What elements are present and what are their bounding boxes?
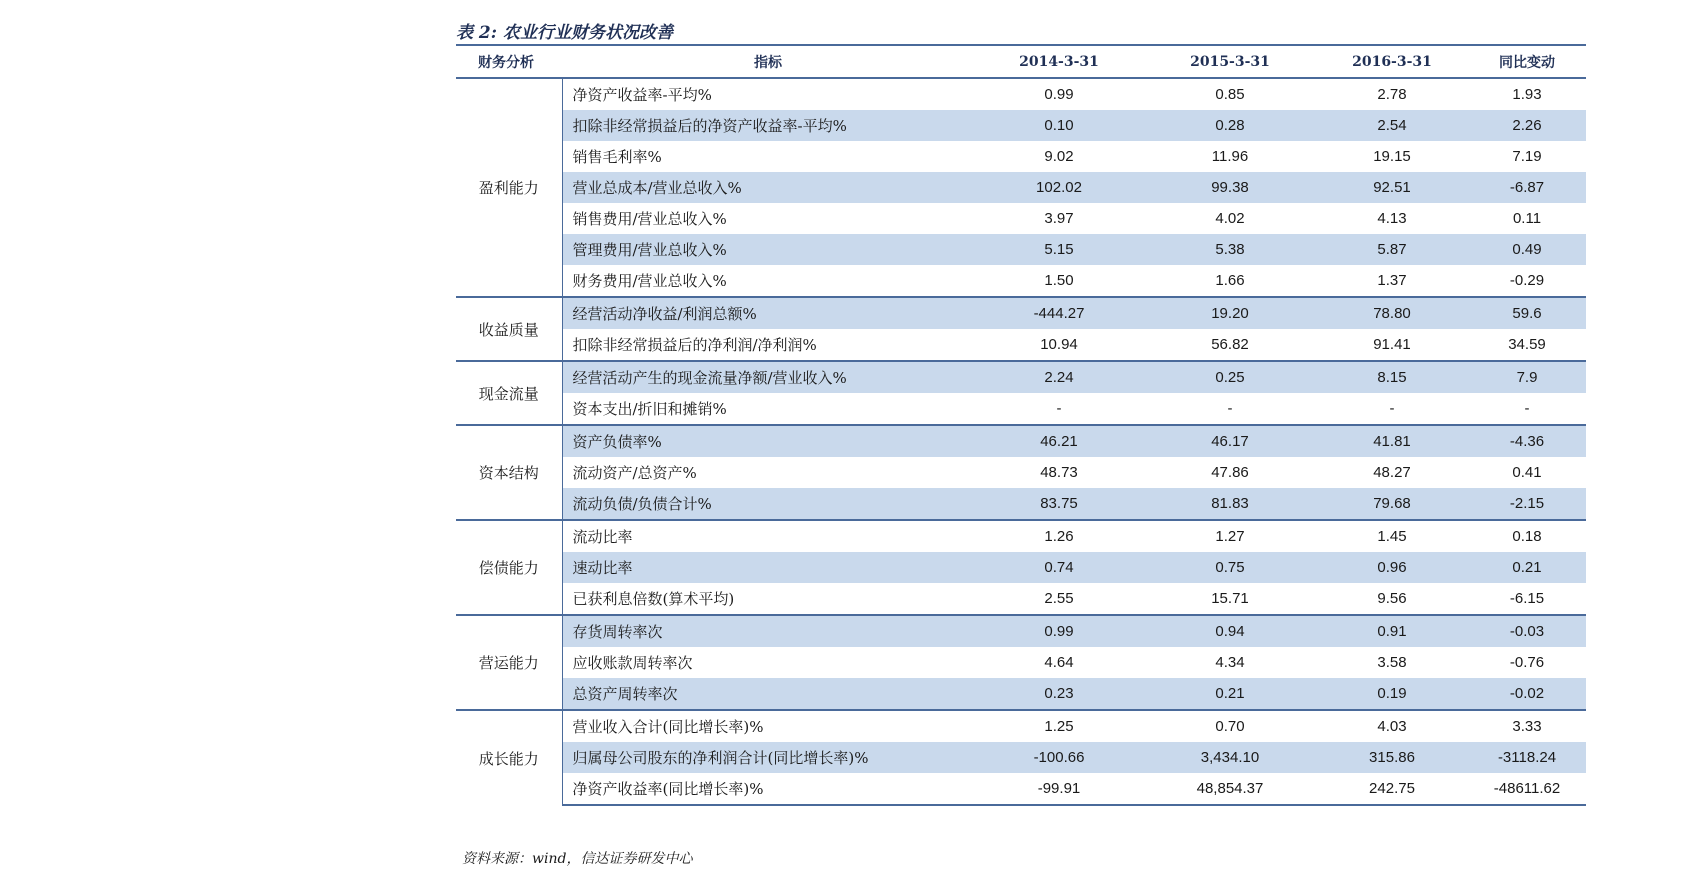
value-2014-cell: 2.55 [1044, 590, 1074, 607]
value-2016-cell: 0.91 [1316, 615, 1468, 647]
value-2014-cell: 46.21 [974, 425, 1144, 457]
value-2016-cell: 1.45 [1316, 520, 1468, 552]
value-2014-cell: 0.74 [974, 552, 1144, 583]
table-row [456, 583, 1586, 615]
value-2016-cell: 9.56 [1377, 590, 1407, 607]
table-row [456, 520, 1586, 552]
table-row [456, 773, 1586, 805]
table-row [456, 141, 1586, 172]
indicator-cell: 流动负债/负债合计% [562, 488, 974, 520]
value-2015-cell: 4.02 [1215, 210, 1245, 227]
value-2014-cell: 1.50 [1044, 272, 1074, 289]
indicator-cell: 流动资产/总资产% [572, 464, 697, 482]
yoy-change-cell: -4.36 [1468, 425, 1586, 457]
value-2015-cell: 0.21 [1144, 678, 1316, 710]
value-2016-cell: 2.78 [1316, 78, 1468, 110]
value-2015-cell: 3,434.10 [1144, 742, 1316, 773]
header-indicator: 指标 [562, 45, 974, 78]
indicator-cell: 扣除非经常损益后的净资产收益率-平均% [562, 110, 974, 141]
value-2014-cell: 3.97 [1044, 210, 1074, 227]
value-2016-cell: 3.58 [1377, 654, 1407, 671]
value-2014-cell: -99.91 [974, 773, 1144, 805]
yoy-change-cell: 59.6 [1468, 297, 1586, 329]
indicator-cell: 速动比率 [562, 552, 974, 583]
table-row [456, 615, 1586, 647]
value-2014-cell: -444.27 [974, 297, 1144, 329]
yoy-change-cell: -6.87 [1468, 172, 1586, 203]
value-2015-cell: 1.66 [1215, 272, 1245, 289]
table-row [456, 710, 1586, 742]
value-2015-cell: 48,854.37 [1144, 773, 1316, 805]
value-2014-cell: -100.66 [974, 742, 1144, 773]
category-cell: 资本结构 [456, 425, 562, 520]
value-2015-cell: 0.70 [1144, 710, 1316, 742]
table-row [456, 78, 1586, 110]
indicator-cell: 净资产收益率(同比增长率)% [562, 773, 974, 805]
value-2014-cell: 83.75 [974, 488, 1144, 520]
value-2014-cell: 0.23 [974, 678, 1144, 710]
header-category: 财务分析 [456, 45, 562, 78]
value-2014-cell: 0.10 [974, 110, 1144, 141]
table-row [456, 329, 1586, 361]
value-2015-cell: 0.28 [1144, 110, 1316, 141]
category-cell: 收益质量 [456, 297, 562, 361]
value-2015-cell: 11.96 [1211, 148, 1249, 165]
table-row [456, 110, 1586, 141]
table-row [456, 552, 1586, 583]
table-body [456, 78, 1586, 805]
yoy-change-cell: 2.26 [1468, 110, 1586, 141]
value-2016-cell: 19.15 [1373, 148, 1411, 165]
indicator-cell: 净资产收益率-平均% [562, 78, 974, 110]
table-row [456, 647, 1586, 678]
value-2016-cell: 92.51 [1316, 172, 1468, 203]
yoy-change-cell: 7.9 [1468, 361, 1586, 393]
yoy-change-cell: 0.11 [1512, 210, 1542, 227]
indicator-cell: 已获利息倍数(算术平均) [572, 590, 735, 608]
value-2015-cell: 5.38 [1144, 234, 1316, 265]
indicator-cell: 资产负债率% [562, 425, 974, 457]
value-2016-cell: 2.54 [1316, 110, 1468, 141]
table-row [456, 361, 1586, 393]
value-2015-cell: 1.27 [1144, 520, 1316, 552]
value-2014-cell: 0.99 [974, 615, 1144, 647]
value-2016-cell: 91.41 [1373, 336, 1411, 353]
indicator-cell: 存货周转率次 [562, 615, 974, 647]
table-row [456, 742, 1586, 773]
category-cell: 现金流量 [456, 361, 562, 425]
indicator-cell: 营业收入合计(同比增长率)% [562, 710, 974, 742]
yoy-change-cell: 0.49 [1468, 234, 1586, 265]
value-2015-cell: 0.25 [1144, 361, 1316, 393]
indicator-cell: 管理费用/营业总收入% [562, 234, 974, 265]
header-yoy-change: 同比变动 [1468, 45, 1586, 78]
financial-table [456, 44, 1586, 806]
value-2016-cell: 1.37 [1377, 272, 1407, 289]
yoy-change-cell: -3118.24 [1468, 742, 1586, 773]
value-2016-cell: - [1389, 400, 1395, 417]
value-2014-cell: 0.99 [974, 78, 1144, 110]
category-cell: 营运能力 [456, 615, 562, 710]
yoy-change-cell: -0.02 [1468, 678, 1586, 710]
value-2015-cell: 15.71 [1211, 590, 1249, 607]
yoy-change-cell: 0.18 [1468, 520, 1586, 552]
yoy-change-cell: 0.41 [1512, 464, 1542, 481]
table-row [456, 678, 1586, 710]
value-2015-cell: 4.34 [1215, 654, 1245, 671]
value-2014-cell: - [1056, 400, 1062, 417]
value-2015-cell: 0.85 [1144, 78, 1316, 110]
header-2016: 2016-3-31 [1316, 45, 1468, 78]
yoy-change-cell: 3.33 [1468, 710, 1586, 742]
yoy-change-cell: -0.03 [1468, 615, 1586, 647]
value-2016-cell: 242.75 [1316, 773, 1468, 805]
table-row [456, 172, 1586, 203]
value-2016-cell: 8.15 [1316, 361, 1468, 393]
value-2016-cell: 315.86 [1316, 742, 1468, 773]
indicator-cell: 经营活动产生的现金流量净额/营业收入% [562, 361, 974, 393]
value-2015-cell: 47.86 [1211, 464, 1249, 481]
indicator-cell: 扣除非经常损益后的净利润/净利润% [572, 336, 817, 354]
indicator-cell: 营业总成本/营业总收入% [562, 172, 974, 203]
header-row [456, 45, 1586, 78]
indicator-cell: 经营活动净收益/利润总额% [562, 297, 974, 329]
value-2015-cell: 99.38 [1144, 172, 1316, 203]
header-2015: 2015-3-31 [1144, 45, 1316, 78]
value-2015-cell: 19.20 [1144, 297, 1316, 329]
category-cell: 偿债能力 [456, 520, 562, 615]
value-2016-cell: 4.13 [1377, 210, 1407, 227]
table-row [456, 393, 1586, 425]
value-2015-cell: 46.17 [1144, 425, 1316, 457]
value-2014-cell: 1.25 [974, 710, 1144, 742]
value-2015-cell: 0.94 [1144, 615, 1316, 647]
yoy-change-cell: -0.76 [1509, 654, 1545, 671]
table-row [456, 234, 1586, 265]
indicator-cell: 归属母公司股东的净利润合计(同比增长率)% [562, 742, 974, 773]
value-2016-cell: 0.96 [1316, 552, 1468, 583]
table-row [456, 297, 1586, 329]
value-2016-cell: 48.27 [1373, 464, 1411, 481]
value-2016-cell: 41.81 [1316, 425, 1468, 457]
value-2016-cell: 0.19 [1316, 678, 1468, 710]
header-2014: 2014-3-31 [974, 45, 1144, 78]
value-2014-cell: 5.15 [974, 234, 1144, 265]
table-row [456, 425, 1586, 457]
value-2014-cell: 9.02 [1044, 148, 1074, 165]
value-2016-cell: 79.68 [1316, 488, 1468, 520]
indicator-cell: 销售毛利率% [572, 148, 662, 166]
value-2014-cell: 2.24 [974, 361, 1144, 393]
indicator-cell: 应收账款周转率次 [572, 654, 693, 672]
value-2014-cell: 1.26 [974, 520, 1144, 552]
yoy-change-cell: - [1524, 400, 1530, 417]
value-2015-cell: 81.83 [1144, 488, 1316, 520]
yoy-change-cell: 0.21 [1468, 552, 1586, 583]
value-2016-cell: 4.03 [1316, 710, 1468, 742]
indicator-cell: 财务费用/营业总收入% [572, 272, 727, 290]
yoy-change-cell: 1.93 [1468, 78, 1586, 110]
value-2014-cell: 10.94 [1040, 336, 1078, 353]
table-row [456, 265, 1586, 297]
table-title: 表 2: 农业行业财务状况改善 [456, 23, 673, 43]
yoy-change-cell: 7.19 [1512, 148, 1542, 165]
category-cell: 盈利能力 [456, 78, 562, 297]
yoy-change-cell: -2.15 [1468, 488, 1586, 520]
yoy-change-cell: 34.59 [1508, 336, 1546, 353]
category-cell: 成长能力 [456, 710, 562, 805]
value-2014-cell: 48.73 [1040, 464, 1078, 481]
indicator-cell: 资本支出/折旧和摊销% [572, 400, 727, 418]
value-2016-cell: 5.87 [1316, 234, 1468, 265]
source-note: 资料来源：wind，信达证券研发中心 [462, 851, 693, 867]
value-2015-cell: 0.75 [1144, 552, 1316, 583]
indicator-cell: 销售费用/营业总收入% [572, 210, 727, 228]
value-2016-cell: 78.80 [1316, 297, 1468, 329]
yoy-change-cell: -0.29 [1509, 272, 1545, 289]
yoy-change-cell: -6.15 [1509, 590, 1545, 607]
value-2015-cell: - [1227, 400, 1233, 417]
yoy-change-cell: -48611.62 [1468, 773, 1586, 805]
table-row [456, 488, 1586, 520]
value-2014-cell: 4.64 [1044, 654, 1074, 671]
table-row [456, 457, 1586, 488]
indicator-cell: 总资产周转率次 [562, 678, 974, 710]
value-2014-cell: 102.02 [974, 172, 1144, 203]
table-row [456, 203, 1586, 234]
value-2015-cell: 56.82 [1211, 336, 1249, 353]
indicator-cell: 流动比率 [562, 520, 974, 552]
